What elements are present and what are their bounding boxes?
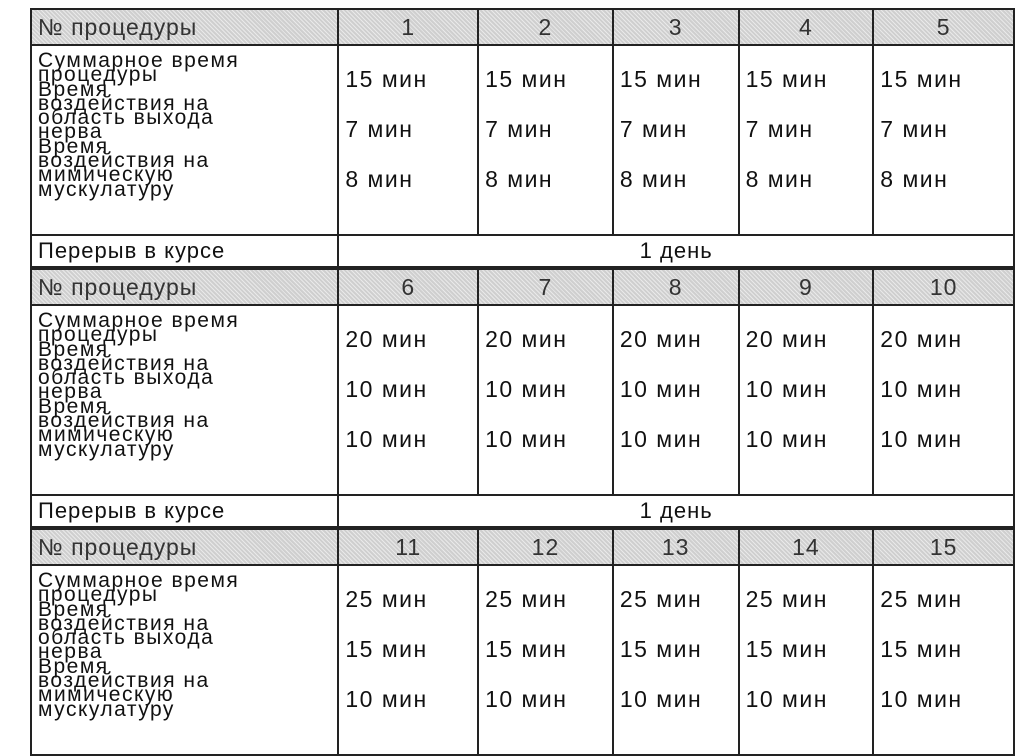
facial-muscle-time-value: 10 мин xyxy=(345,685,428,712)
row-label: Суммарное время процедуры Время воздействия на область выхода нерва Время воздействия на мимическую мускулатуру xyxy=(32,46,339,234)
total-time-value: 15 мин xyxy=(880,65,963,92)
procedure-number: 7 xyxy=(479,270,614,304)
nerve-exit-time-value: 7 мин xyxy=(345,115,414,142)
facial-muscle-time-value: 8 мин xyxy=(619,165,688,192)
facial-muscle-time-value: 10 мин xyxy=(880,425,963,452)
procedure-number: 4 xyxy=(740,10,875,44)
value-column xyxy=(479,566,614,754)
procedure-number: 6 xyxy=(339,270,479,304)
procedure-number-label: № процедуры xyxy=(32,10,339,44)
value-column xyxy=(339,306,479,494)
procedure-number-header-row xyxy=(30,8,1015,46)
nerve-exit-time-value: 7 мин xyxy=(485,115,554,142)
nerve-exit-time-value: 10 мин xyxy=(880,375,963,402)
row-label: Суммарное время процедуры Время воздействия на область выхода нерва Время воздействия на мимическую мускулатуру xyxy=(32,566,339,754)
procedure-number-header-row xyxy=(30,268,1015,306)
nerve-exit-time-value: 15 мин xyxy=(345,635,428,662)
facial-muscle-time-value: 10 мин xyxy=(745,685,828,712)
nerve-exit-time-value: 7 мин xyxy=(619,115,688,142)
course-break-label: Перерыв в курсе xyxy=(32,236,339,266)
value-column xyxy=(874,46,1015,234)
value-column xyxy=(614,566,740,754)
nerve-exit-time-value: 15 мин xyxy=(619,635,703,662)
course-break-row xyxy=(30,236,1015,268)
total-time-value: 20 мин xyxy=(880,325,963,352)
procedure-number: 12 xyxy=(479,530,614,564)
nerve-exit-time-value: 7 мин xyxy=(745,115,814,142)
procedure-table xyxy=(30,8,1015,733)
procedure-number: 9 xyxy=(740,270,875,304)
value-column xyxy=(740,46,875,234)
nerve-exit-time-value: 7 мин xyxy=(880,115,949,142)
procedure-times-row xyxy=(30,566,1015,756)
total-time-value: 25 мин xyxy=(745,585,828,612)
procedure-number: 10 xyxy=(874,270,1015,304)
procedure-times-row xyxy=(30,306,1015,496)
procedure-number-label: № процедуры xyxy=(32,530,339,564)
value-column xyxy=(479,46,614,234)
value-column xyxy=(614,306,740,494)
value-column xyxy=(740,306,875,494)
nerve-exit-time-value: 15 мин xyxy=(485,635,568,662)
nerve-exit-time-value: 10 мин xyxy=(345,375,428,402)
procedure-number: 15 xyxy=(874,530,1015,564)
total-time-value: 20 мин xyxy=(619,325,703,352)
value-column xyxy=(740,566,875,754)
total-time-value: 15 мин xyxy=(745,65,828,92)
procedure-number: 1 xyxy=(339,10,479,44)
procedure-number: 13 xyxy=(614,530,740,564)
procedure-number: 14 xyxy=(740,530,875,564)
nerve-exit-time-value: 10 мин xyxy=(745,375,828,402)
nerve-exit-time-value: 15 мин xyxy=(745,635,828,662)
procedure-number: 3 xyxy=(614,10,740,44)
value-column xyxy=(479,306,614,494)
total-time-value: 25 мин xyxy=(880,585,963,612)
total-time-value: 20 мин xyxy=(745,325,828,352)
facial-muscle-time-value: 8 мин xyxy=(880,165,949,192)
procedure-number: 11 xyxy=(339,530,479,564)
total-time-value: 25 мин xyxy=(485,585,568,612)
facial-muscle-time-value: 8 мин xyxy=(485,165,554,192)
total-time-value: 20 мин xyxy=(345,325,428,352)
value-column xyxy=(339,566,479,754)
nerve-exit-time-value: 10 мин xyxy=(485,375,568,402)
value-column xyxy=(339,46,479,234)
total-time-value: 25 мин xyxy=(345,585,428,612)
course-break-label: Перерыв в курсе xyxy=(32,496,339,526)
total-time-value: 20 мин xyxy=(485,325,568,352)
facial-muscle-time-value: 10 мин xyxy=(619,425,703,452)
course-break-row xyxy=(30,496,1015,528)
procedure-number: 8 xyxy=(614,270,740,304)
facial-muscle-time-value: 10 мин xyxy=(619,685,703,712)
procedure-number: 5 xyxy=(874,10,1015,44)
facial-muscle-time-value: 8 мин xyxy=(345,165,414,192)
facial-muscle-time-value: 8 мин xyxy=(745,165,814,192)
facial-muscle-time-value: 10 мин xyxy=(880,685,963,712)
course-break-value: 1 день xyxy=(339,496,1015,526)
value-column xyxy=(614,46,740,234)
nerve-exit-time-value: 15 мин xyxy=(880,635,963,662)
procedure-number-label: № процедуры xyxy=(32,270,339,304)
facial-muscle-time-value: 10 мин xyxy=(345,425,428,452)
procedure-number-header-row xyxy=(30,528,1015,566)
nerve-exit-time-value: 10 мин xyxy=(619,375,703,402)
total-time-value: 15 мин xyxy=(345,65,428,92)
facial-muscle-time-value: 10 мин xyxy=(485,425,568,452)
course-break-value: 1 день xyxy=(339,236,1015,266)
procedure-number: 2 xyxy=(479,10,614,44)
total-time-value: 15 мин xyxy=(485,65,568,92)
procedure-times-row xyxy=(30,46,1015,236)
row-label: Суммарное время процедуры Время воздействия на область выхода нерва Время воздействия на мимическую мускулатуру xyxy=(32,306,339,494)
value-column xyxy=(874,566,1015,754)
facial-muscle-time-value: 10 мин xyxy=(485,685,568,712)
facial-muscle-time-value: 10 мин xyxy=(745,425,828,452)
total-time-value: 15 мин xyxy=(619,65,703,92)
total-time-value: 25 мин xyxy=(619,585,703,612)
value-column xyxy=(874,306,1015,494)
